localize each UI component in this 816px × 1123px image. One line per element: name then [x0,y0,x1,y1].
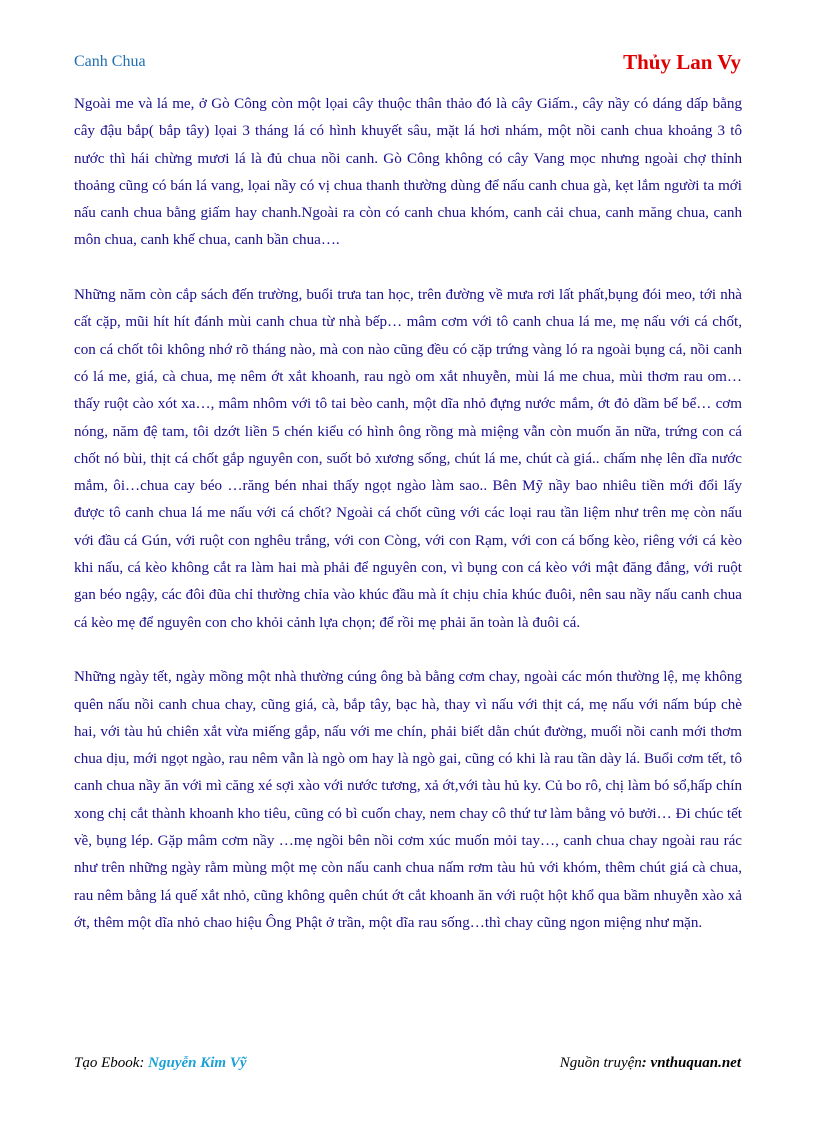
ebook-credit [74,1055,247,1072]
author-name: Thủy Lan Vy [623,50,741,74]
ebook-separator: : [139,1055,149,1071]
ebook-label: Tạo Ebook [74,1055,140,1071]
story-body [74,91,742,965]
paragraph-1: Ngoài me và lá me, ở Gò Công còn một lọai cây thuộc thân thảo đó là cây Giấm., cây nầy có dáng dấp bằng cây đậu bắp( bắp tây) lọai 3 tháng lá có hình khuyết sâu, mặt lá hơi nhám, một nồi canh chua khoảng 3 tô nước thì hái chừng mươi lá là đủ chua nồi canh. Gò Công không có cây Vang mọc nhưng ngoài chợ thỉnh thoảng cũng có bán lá vang, lọai nầy có vị chua thanh thường dùng để nấu canh chua gà, kẹt lắm người ta mới nấu canh chua bằng giấm hay chanh.Ngoài ra còn có canh chua khóm, canh cải chua, canh măng chua, canh môn chua, canh khế chua, canh bần chua…. [74,96,742,249]
paragraph-3: Những ngày tết, ngày mồng một nhà thường cúng ông bà bằng cơm chay, ngoài các món thường lệ, mẹ không quên nấu nồi canh chua chay, cũng giá, cà, bắp tây, bạc hà, thay vì nấu với thịt cá, mẹ nấu với nấm búp chè hai, với tàu hủ chiên xắt vừa miếng gắp, nấu với me chín, phải biết dằn chút đường, muối nồi canh mới thơm chua dịu, mới ngọt ngào, rau nêm vẫn là ngò om hay là ngò gai, cũng có khi là rau tần dày lá. Buổi cơm tết, tô canh chua nầy ăn với mì căng xé sợi xào với nước tương, xả ớt,với tàu hủ ky. Củ bo rô, chị làm bó sổ,hấp chín xong chị cắt thành khoanh kho tiêu, cũng có bì cuốn chay, nem chay cô thứ tư làm bằng vỏ bưởi… Đi chúc tết về, bụng lép. Gặp mâm cơm nầy …mẹ ngồi bên nồi cơm xúc muốn mỏi tay…, canh chua chay ngoài rau rác như trên những ngày rằm mùng một mẹ còn nấu canh chua nấm rơm tàu hủ với khóm, thêm chút giá cà chua, rau nêm bằng lá quế xắt nhỏ, cũng không quên chút ớt cắt khoanh ăn với ruột hột khổ qua bầm nhuyễn xào xả ớt, thêm một dĩa nhỏ chao hiệu Ông Phật ở trần, một dĩa rau sống…thì chay cũng ngon miệng như mặn. [74,669,742,931]
source-label: Nguồn truyện [559,1055,642,1071]
page-header [74,50,741,78]
paragraph-2: Những năm còn cắp sách đến trường, buổi trưa tan học, trên đường về mưa rơi lất phất,bụng đói meo, tới nhà cất cặp, mũi hít hít đánh mùi canh chua từ nhà bếp… mâm cơm với tô canh chua lá me, mẹ nấu với cá chốt, con cá chốt tôi không nhớ rõ tháng nào, mà con nào cũng đều có cặp trứng vàng ló ra ngoài bụng cá, nồi canh có lá me, giá, cà chua, mẹ nêm ớt xắt khoanh, rau ngò om xắt nhuyễn, mùi lá me chua, mùi thơm rau om… thấy ruột cào xót xa…, mâm nhôm với tô tai bèo canh, một dĩa nhỏ đựng nước mắm, ớt đỏ dầm bể bể… cơm nóng, năm đệ tam, tôi dzớt liền 5 chén kiểu có hình ông rồng mà miệng vẫn còn muốn ăn nữa, trứng con cá chốt nó bùi, thịt cá chốt gắp nguyên con, suốt bỏ xương sống, chút lá me, chút cà giá.. chấm nhẹ lên dĩa nước mắm, ôi…chua cay béo …răng bén nhai thấy ngọt ngào làm sao.. Bên Mỹ nầy bao nhiêu tiền mới đổi lấy được tô canh chua lá me nấu với cá chốt? Ngoài cá chốt cũng với các loại rau tần liệm như trên mẹ còn nấu với đầu cá Gún, với ruột con nghêu trắng, với con Còng, với con Rạm, với con cá bống kèo, riêng với cá kèo khi nấu, cá kèo không cắt ra làm hai mà phải để nguyên con, vì bụng con cá kèo với mật đăng đắng, với ruột gan béo ngậy, các đôi đũa chỉ thường chỉa vào khúc đầu mà ít chịu chỉa khúc đuôi, nên sau nầy nấu canh chua cá kèo mẹ để nguyên con cho khỏi cảnh lựa chọn; để rồi mẹ phải ăn toàn là đuôi cá. [74,287,742,631]
source-site-name: vnthuquan.net [650,1055,741,1071]
page-footer [74,1055,741,1077]
source-separator: : [641,1055,651,1071]
story-title: Canh Chua [74,53,146,70]
ebook-creator-name: Nguyễn Kim Vỹ [148,1055,247,1071]
source-credit [560,1055,741,1072]
